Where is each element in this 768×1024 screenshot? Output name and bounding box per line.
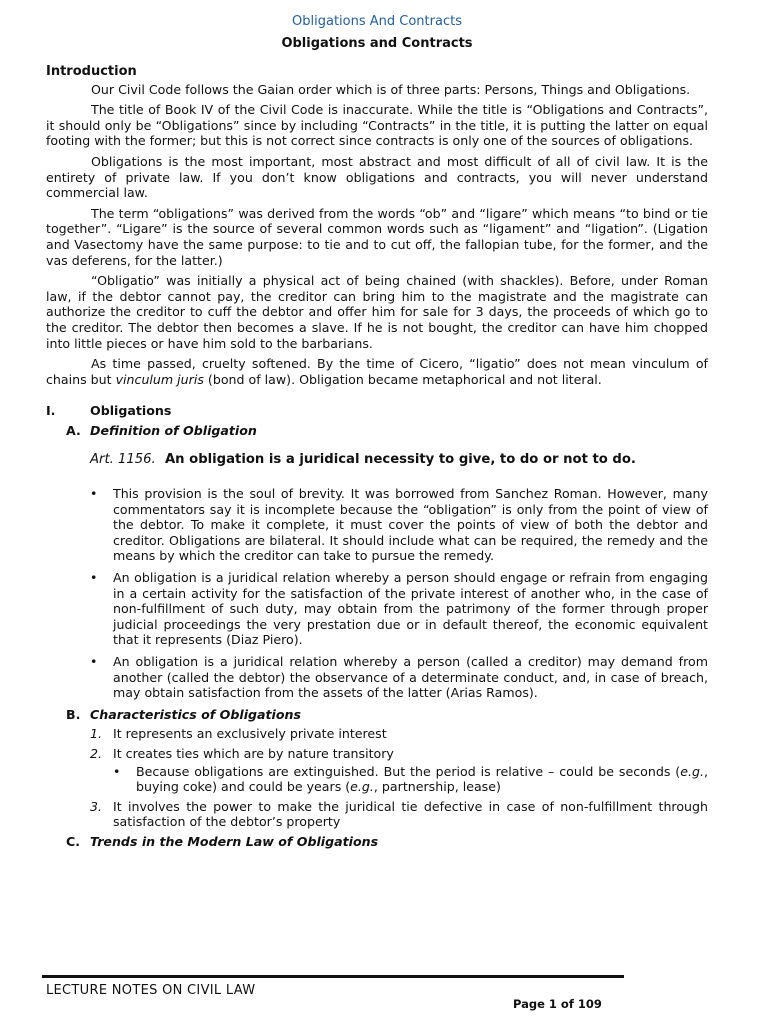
- subsection-letter: C.: [66, 833, 81, 849]
- list-item-text: It involves the power to make the juridical tie defective in case of non-fulfillment through satisfaction of the debtor’s property: [113, 798, 708, 830]
- bullet-icon: •: [90, 654, 98, 669]
- document-page: [46, 12, 708, 854]
- page-number: Page 1 of 109: [513, 997, 602, 1011]
- subsection-letter: A.: [66, 422, 81, 438]
- list-item-text: An obligation is a juridical relation whereby a person (called a creditor) may demand from another (called the debtor) the observance of a determinate conduct, and, in case of breach, may obtain satisfaction from the assets of the latter (Arias Ramos).: [113, 654, 708, 701]
- subsection-title: Characteristics of Obligations: [90, 706, 301, 722]
- item-number: 2.: [90, 745, 103, 761]
- intro-paragraph-last: [46, 356, 708, 387]
- article-ref: Art. 1156.: [90, 452, 156, 468]
- intro-paragraph: “Obligatio” was initially a physical act of being chained (with shackles). Before, under Roman law, if the debtor cannot pay, the creditor can bring him to the magistrate and the magistrate can authorize the creditor to cuff the debtor and offer him for sale for 3 days, the proceeds of which go to the creditor. The debtor then becomes a slave. If he is not bought, the creditor can have him chopped into little pieces or have him sold to the barbarians.: [46, 273, 708, 351]
- footer-divider: [42, 975, 624, 978]
- intro-paragraph: Our Civil Code follows the Gaian order which is of three parts: Persons, Things and Obligations.: [91, 81, 691, 97]
- item-number: 3.: [90, 798, 103, 814]
- text-run: (bond of law). Obligation became metaphorical and not literal.: [203, 371, 602, 387]
- text-run: , buying coke) and could be years (: [136, 763, 708, 795]
- footer-title: LECTURE NOTES ON CIVIL LAW: [46, 983, 256, 998]
- nested-bullet-list: [113, 764, 708, 795]
- document-subtitle: Obligations and Contracts: [281, 36, 473, 51]
- article-1156: [90, 452, 708, 468]
- text-run: , partnership, lease): [373, 779, 501, 795]
- text-run: As time passed, cruelty softened. By the time of Cicero, “ligatio” does not mean vinculum of chains but: [46, 356, 708, 387]
- list-item-text: This provision is the soul of brevity. It was borrowed from Sanchez Roman. However, many commentators say it is incomplete because the “obligation” is only from the point of view of the debtor. To make it complete, it must cover the points of view of both the debtor and creditor. Obligations are bilateral. It should include what can be required, the remedy and the means by which the creditor can take to pursue the remedy.: [113, 486, 708, 564]
- document-header-title: Obligations And Contracts: [292, 14, 462, 29]
- article-text: An obligation is a juridical necessity to give, to do or not to do.: [164, 452, 636, 468]
- subsection-B-heading: [66, 707, 708, 723]
- subsection-letter: B.: [66, 706, 81, 722]
- bullet-icon: •: [90, 486, 98, 502]
- section-I-heading: [46, 403, 708, 419]
- list-item: [90, 486, 708, 564]
- italic-term: vinculum juris: [115, 371, 204, 387]
- bullet-icon: •: [113, 763, 121, 779]
- subsection-C-heading: [66, 834, 708, 850]
- introduction-heading: Introduction: [46, 64, 137, 79]
- list-item: [90, 746, 708, 795]
- italic-term: e.g.: [680, 763, 704, 779]
- list-item: [90, 654, 708, 701]
- intro-paragraph: The term “obligations” was derived from the words “ob” and “ligare” which means “to bind or tie together”. “Ligare” is the source of several common words such as “ligament” and “ligation”. (Ligation and Vasectomy have the same purpose: to tie and to cut off, the fallopian tube, for the former, and the vas deferens, for the latter.): [46, 205, 708, 268]
- item-number: 1.: [90, 726, 103, 742]
- subsection-title: Definition of Obligation: [90, 422, 257, 438]
- list-item: [113, 764, 708, 795]
- text-run: Because obligations are extinguished. But the period is relative – could be seconds (: [136, 763, 681, 779]
- list-item-text: It creates ties which are by nature transitory: [113, 745, 394, 761]
- section-number: I.: [46, 403, 56, 419]
- intro-paragraph: Obligations is the most important, most abstract and most difficult of all of civil law. It is the entirety of private law. If you don’t know obligations and contracts, you will never understand commercial law.: [46, 153, 708, 201]
- subsection-A-heading: [66, 423, 708, 439]
- bullet-icon: •: [90, 570, 98, 586]
- list-item-text: It represents an exclusively private interest: [113, 726, 387, 742]
- intro-paragraph: The title of Book IV of the Civil Code is inaccurate. While the title is “Obligations and Contracts”, it should only be “Obligations” since by including “Contracts” in the title, it is putting the latter on equal footing with the former; but this is not correct since contracts is only one of the sources of obligations.: [46, 102, 708, 149]
- italic-term: e.g.: [350, 779, 374, 795]
- characteristics-list: [46, 726, 708, 830]
- list-item: [90, 726, 708, 742]
- definition-bullet-list: [46, 486, 708, 701]
- list-item: [90, 799, 708, 830]
- list-item: [90, 570, 708, 648]
- list-item-text: An obligation is a juridical relation whereby a person should engage or refrain from engaging in a certain activity for the satisfaction of the private interest of another who, in the case of non-fulfillment of such duty, may obtain from the patrimony of the former through proper judicial proceedings the very prestation due or in default thereof, the economic equivalent that it represents (Diaz Piero).: [113, 570, 708, 648]
- subsection-title: Trends in the Modern Law of Obligations: [90, 833, 379, 849]
- section-title: Obligations: [90, 403, 172, 419]
